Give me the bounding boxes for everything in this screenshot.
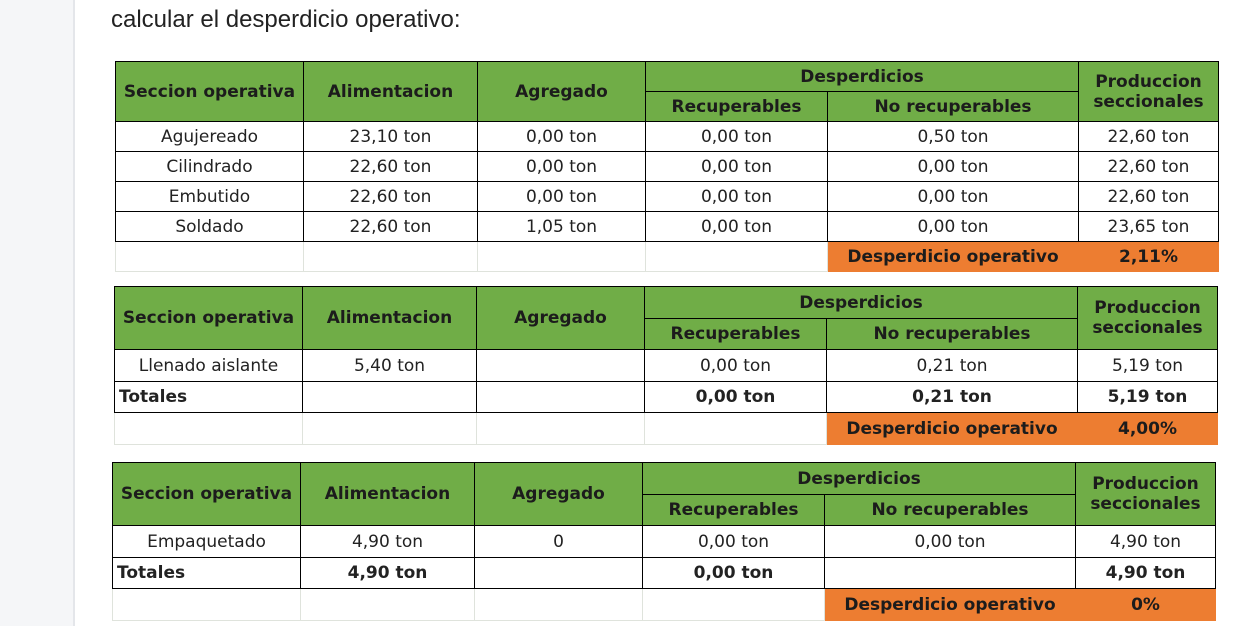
cell-no-recuperables: 0,50 ton [828,122,1079,152]
cell-alimentacion: 4,90 ton [301,526,475,558]
empty-cell [115,413,303,445]
cell-produccion: 22,60 ton [1079,152,1219,182]
header-seccion: Seccion operativa [116,62,304,122]
desperdicio-operativo-value: 2,11% [1079,242,1219,272]
cell-agregado: 0,00 ton [478,152,646,182]
totales-row [115,382,1218,413]
empty-cell [646,242,828,272]
empty-cell [478,242,646,272]
waste-table-2 [114,286,1218,445]
header-produccion [1078,287,1218,350]
table-row [116,122,1219,152]
header-alimentacion: Alimentacion [304,62,478,122]
cell-recuperables: 0,00 ton [646,152,828,182]
table-row [116,152,1219,182]
desperdicio-operativo-value: 0% [1076,589,1216,621]
header-seccion: Seccion operativa [113,463,301,526]
header-produccion-line1: Produccion [1094,298,1201,318]
header-produccion-line2: seccionales [1092,318,1203,338]
table-row [116,212,1219,242]
header-produccion-line1: Produccion [1095,71,1202,92]
totales-produccion: 4,90 ton [1076,558,1216,589]
empty-cell [643,589,825,621]
header-produccion-line2: seccionales [1093,91,1204,112]
cell-agregado: 0,00 ton [478,182,646,212]
totales-row [113,558,1216,589]
cell-recuperables: 0,00 ton [646,212,828,242]
header-alimentacion: Alimentacion [301,463,475,526]
cell-seccion: Agujereado [116,122,304,152]
header-agregado: Agregado [478,62,646,122]
header-desperdicios: Desperdicios [646,62,1079,92]
cell-alimentacion: 22,60 ton [304,212,478,242]
totales-produccion: 5,19 ton [1078,382,1218,413]
cell-no-recuperables: 0,00 ton [825,526,1076,558]
cell-recuperables: 0,00 ton [643,526,825,558]
cell-no-recuperables: 0,00 ton [828,182,1079,212]
cell-seccion: Llenado aislante [115,350,303,382]
empty-cell [303,413,477,445]
intro-text: calcular el desperdicio operativo: [111,6,461,33]
desperdicio-operativo-label: Desperdicio operativo [828,242,1079,272]
header-recuperables: Recuperables [646,92,828,122]
header-agregado: Agregado [475,463,643,526]
empty-cell [645,413,827,445]
totales-agregado [477,382,645,413]
totales-recuperables: 0,00 ton [643,558,825,589]
header-desperdicios: Desperdicios [645,287,1078,319]
cell-seccion: Empaquetado [113,526,301,558]
table-row [113,526,1216,558]
table-row [116,182,1219,212]
totales-no-recuperables: 0,21 ton [827,382,1078,413]
cell-seccion: Soldado [116,212,304,242]
summary-row [113,589,1216,621]
empty-cell [475,589,643,621]
totales-agregado [475,558,643,589]
empty-cell [113,589,301,621]
cell-no-recuperables: 0,00 ton [828,212,1079,242]
cell-recuperables: 0,00 ton [646,182,828,212]
summary-row [115,413,1218,445]
header-recuperables: Recuperables [645,319,827,350]
cell-recuperables: 0,00 ton [646,122,828,152]
totales-alimentacion: 4,90 ton [301,558,475,589]
empty-cell [477,413,645,445]
header-produccion-line1: Produccion [1092,474,1199,494]
left-gutter [0,0,75,626]
header-produccion-line2: seccionales [1090,494,1201,514]
cell-agregado: 0 [475,526,643,558]
desperdicio-operativo-label: Desperdicio operativo [827,413,1078,445]
desperdicio-operativo-value: 4,00% [1078,413,1218,445]
cell-alimentacion: 22,60 ton [304,182,478,212]
header-no-recuperables: No recuperables [828,92,1079,122]
summary-row [116,242,1219,272]
empty-cell [301,589,475,621]
cell-produccion: 23,65 ton [1079,212,1219,242]
header-produccion [1079,62,1219,122]
desperdicio-operativo-label: Desperdicio operativo [825,589,1076,621]
table-row [115,350,1218,382]
cell-alimentacion: 23,10 ton [304,122,478,152]
header-no-recuperables: No recuperables [827,319,1078,350]
header-produccion [1076,463,1216,526]
cell-seccion: Embutido [116,182,304,212]
totales-label: Totales [115,382,303,413]
header-agregado: Agregado [477,287,645,350]
totales-alimentacion [303,382,477,413]
cell-produccion: 22,60 ton [1079,122,1219,152]
cell-produccion: 4,90 ton [1076,526,1216,558]
cell-seccion: Cilindrado [116,152,304,182]
cell-produccion: 22,60 ton [1079,182,1219,212]
empty-cell [116,242,304,272]
cell-no-recuperables: 0,00 ton [828,152,1079,182]
cell-agregado: 1,05 ton [478,212,646,242]
header-desperdicios: Desperdicios [643,463,1076,495]
totales-no-recuperables [825,558,1076,589]
header-alimentacion: Alimentacion [303,287,477,350]
header-no-recuperables: No recuperables [825,495,1076,526]
header-recuperables: Recuperables [643,495,825,526]
cell-alimentacion: 5,40 ton [303,350,477,382]
cell-agregado: 0,00 ton [478,122,646,152]
cell-recuperables: 0,00 ton [645,350,827,382]
empty-cell [304,242,478,272]
cell-produccion: 5,19 ton [1078,350,1218,382]
totales-recuperables: 0,00 ton [645,382,827,413]
waste-table-3 [112,462,1216,621]
waste-table-1 [115,61,1219,272]
cell-no-recuperables: 0,21 ton [827,350,1078,382]
header-seccion: Seccion operativa [115,287,303,350]
cell-agregado [477,350,645,382]
cell-alimentacion: 22,60 ton [304,152,478,182]
totales-label: Totales [113,558,301,589]
